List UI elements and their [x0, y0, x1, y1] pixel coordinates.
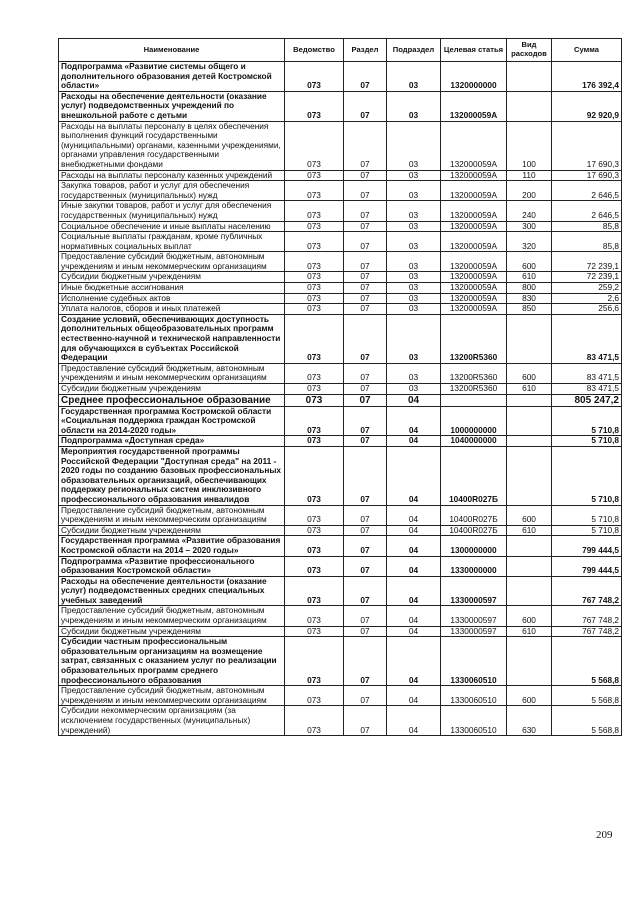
row-name: Субсидии бюджетным учреждениям — [59, 626, 285, 637]
row-target-article: 1040000000 — [441, 436, 507, 447]
row-department: 073 — [285, 556, 344, 576]
row-amount: 85,8 — [552, 221, 622, 232]
row-expense-type: 600 — [507, 252, 552, 272]
row-section: 07 — [344, 232, 387, 252]
row-expense-type — [507, 637, 552, 686]
row-subsection: 03 — [387, 170, 441, 181]
row-section: 07 — [344, 121, 387, 170]
row-department: 073 — [285, 252, 344, 272]
table-row — [59, 706, 622, 736]
row-name: Подпрограмма «Доступная среда» — [59, 436, 285, 447]
row-department: 073 — [285, 446, 344, 505]
table-body — [59, 62, 622, 736]
row-section: 07 — [344, 536, 387, 556]
row-amount: 5 710,8 — [552, 436, 622, 447]
row-name: Подпрограмма «Развитие профессионального образования Костромской области» — [59, 556, 285, 576]
page-number: 209 — [596, 829, 613, 841]
table-row — [59, 536, 622, 556]
row-section: 07 — [344, 201, 387, 221]
table-row — [59, 314, 622, 363]
row-expense-type — [507, 576, 552, 606]
row-subsection: 03 — [387, 121, 441, 170]
row-section: 07 — [344, 606, 387, 626]
row-target-article: 13200R5360 — [441, 363, 507, 383]
row-name: Социальные выплаты гражданам, кроме публичных нормативных социальных выплат — [59, 232, 285, 252]
row-name: Исполнение судебных актов — [59, 293, 285, 304]
row-name: Субсидии некоммерческим организациям (за исключением государственных (муниципальных) учреждений) — [59, 706, 285, 736]
table-row — [59, 406, 622, 436]
row-amount: 5 710,8 — [552, 505, 622, 525]
row-subsection: 04 — [387, 505, 441, 525]
row-target-article — [441, 394, 507, 406]
row-subsection: 04 — [387, 576, 441, 606]
row-target-article: 1330000597 — [441, 606, 507, 626]
row-section: 07 — [344, 394, 387, 406]
row-section: 07 — [344, 170, 387, 181]
table-row — [59, 293, 622, 304]
row-subsection: 03 — [387, 62, 441, 92]
row-department: 073 — [285, 272, 344, 283]
row-department: 073 — [285, 706, 344, 736]
row-target-article: 132000059A — [441, 283, 507, 294]
row-amount: 92 920,9 — [552, 91, 622, 121]
row-section: 07 — [344, 293, 387, 304]
row-section: 07 — [344, 576, 387, 606]
row-target-article: 132000059A — [441, 232, 507, 252]
row-department: 073 — [285, 406, 344, 436]
row-name: Социальное обеспечение и иные выплаты населению — [59, 221, 285, 232]
row-expense-type: 600 — [507, 505, 552, 525]
row-expense-type: 600 — [507, 686, 552, 706]
row-amount: 5 568,8 — [552, 686, 622, 706]
row-subsection: 03 — [387, 201, 441, 221]
header-expense-type: Вид расходов — [507, 39, 552, 62]
row-target-article: 132000059A — [441, 121, 507, 170]
row-name: Государственная программа «Развитие образования Костромской области на 2014 – 2020 годы» — [59, 536, 285, 556]
table-row — [59, 384, 622, 395]
table-row — [59, 252, 622, 272]
row-amount: 799 444,5 — [552, 536, 622, 556]
row-subsection: 04 — [387, 525, 441, 536]
row-name: Мероприятия государственной программы Российской Федерации "Доступная среда" на 2011 - 2020 годы по созданию базовых профессиональных образовательных организаций, обеспечивающих поддержку региональных систем инклюзивного профессионального образования инвалидов — [59, 446, 285, 505]
row-amount: 83 471,5 — [552, 314, 622, 363]
row-department: 073 — [285, 505, 344, 525]
row-expense-type — [507, 62, 552, 92]
row-expense-type: 200 — [507, 181, 552, 201]
row-amount: 805 247,2 — [552, 394, 622, 406]
row-expense-type — [507, 91, 552, 121]
row-expense-type: 610 — [507, 384, 552, 395]
row-target-article: 132000059A — [441, 170, 507, 181]
row-section: 07 — [344, 436, 387, 447]
row-expense-type — [507, 556, 552, 576]
row-department: 073 — [285, 384, 344, 395]
row-target-article: 1330000597 — [441, 576, 507, 606]
row-name: Уплата налогов, сборов и иных платежей — [59, 304, 285, 315]
row-name: Расходы на выплаты персоналу в целях обеспечения выполнения функций государственными (муниципальными) органами, казенными учреждениями, органами управления государственными внебюджетными фондами — [59, 121, 285, 170]
row-department: 073 — [285, 394, 344, 406]
row-section: 07 — [344, 272, 387, 283]
row-name: Предоставление субсидий бюджетным, автономным учреждениям и иным некоммерческим организациям — [59, 252, 285, 272]
row-name: Подпрограмма «Развитие системы общего и дополнительного образования детей Костромской области» — [59, 62, 285, 92]
row-expense-type: 100 — [507, 121, 552, 170]
row-section: 07 — [344, 283, 387, 294]
row-amount: 2,6 — [552, 293, 622, 304]
row-department: 073 — [285, 304, 344, 315]
table-row — [59, 394, 622, 406]
row-name: Расходы на обеспечение деятельности (оказание услуг) подведомственных учреждений по внешкольной работе с детьми — [59, 91, 285, 121]
row-department: 073 — [285, 536, 344, 556]
row-name: Предоставление субсидий бюджетным, автономным учреждениям и иным некоммерческим организациям — [59, 686, 285, 706]
table-row — [59, 232, 622, 252]
row-department: 073 — [285, 221, 344, 232]
row-department: 073 — [285, 283, 344, 294]
row-section: 07 — [344, 686, 387, 706]
row-amount: 767 748,2 — [552, 626, 622, 637]
row-target-article: 1330000000 — [441, 556, 507, 576]
table-row — [59, 121, 622, 170]
row-target-article: 132000059A — [441, 201, 507, 221]
row-department: 073 — [285, 686, 344, 706]
row-expense-type: 610 — [507, 626, 552, 637]
row-department: 073 — [285, 232, 344, 252]
row-section: 07 — [344, 406, 387, 436]
row-amount: 5 568,8 — [552, 637, 622, 686]
row-section: 07 — [344, 314, 387, 363]
row-target-article: 13200R5360 — [441, 314, 507, 363]
row-section: 07 — [344, 637, 387, 686]
row-target-article: 132000059A — [441, 91, 507, 121]
header-amount: Сумма — [552, 39, 622, 62]
row-amount: 85,8 — [552, 232, 622, 252]
row-subsection: 03 — [387, 252, 441, 272]
row-expense-type — [507, 394, 552, 406]
table-row — [59, 201, 622, 221]
row-target-article: 1330000597 — [441, 626, 507, 637]
row-name: Предоставление субсидий бюджетным, автономным учреждениям и иным некоммерческим организациям — [59, 363, 285, 383]
row-section: 07 — [344, 181, 387, 201]
row-expense-type: 600 — [507, 363, 552, 383]
row-name: Расходы на выплаты персоналу казенных учреждений — [59, 170, 285, 181]
row-department: 073 — [285, 62, 344, 92]
row-target-article: 1330060510 — [441, 706, 507, 736]
table-row — [59, 446, 622, 505]
row-section: 07 — [344, 626, 387, 637]
table-row — [59, 304, 622, 315]
row-amount: 5 710,8 — [552, 406, 622, 436]
row-subsection: 03 — [387, 272, 441, 283]
table-row — [59, 170, 622, 181]
row-expense-type: 110 — [507, 170, 552, 181]
row-target-article: 1300000000 — [441, 536, 507, 556]
row-department: 073 — [285, 314, 344, 363]
row-amount: 5 568,8 — [552, 706, 622, 736]
row-expense-type: 850 — [507, 304, 552, 315]
table-row — [59, 91, 622, 121]
row-department: 073 — [285, 606, 344, 626]
row-subsection: 04 — [387, 536, 441, 556]
row-name: Субсидии бюджетным учреждениям — [59, 272, 285, 283]
row-name: Среднее профессиональное образование — [59, 394, 285, 406]
row-expense-type: 800 — [507, 283, 552, 294]
table-row — [59, 181, 622, 201]
table-row — [59, 606, 622, 626]
row-name: Создание условий, обеспечивающих доступность дополнительных общеобразовательных программ естественно-научной и технической направленности для обучающихся в субъектах Российской Федерации — [59, 314, 285, 363]
header-department: Ведомство — [285, 39, 344, 62]
table-row — [59, 525, 622, 536]
row-department: 073 — [285, 626, 344, 637]
row-subsection: 04 — [387, 606, 441, 626]
row-expense-type — [507, 436, 552, 447]
row-section: 07 — [344, 384, 387, 395]
header-row — [59, 39, 622, 62]
row-target-article: 132000059A — [441, 181, 507, 201]
row-name: Государственная программа Костромской области «Социальная поддержка граждан Костромской области на 2014-2020 годы» — [59, 406, 285, 436]
row-target-article: 1330060510 — [441, 637, 507, 686]
row-name: Предоставление субсидий бюджетным, автономным учреждениям и иным некоммерческим организациям — [59, 606, 285, 626]
row-target-article: 132000059A — [441, 221, 507, 232]
row-section: 07 — [344, 446, 387, 505]
row-amount: 176 392,4 — [552, 62, 622, 92]
row-name: Субсидии бюджетным учреждениям — [59, 525, 285, 536]
row-expense-type: 320 — [507, 232, 552, 252]
row-department: 073 — [285, 576, 344, 606]
row-expense-type: 630 — [507, 706, 552, 736]
row-department: 073 — [285, 436, 344, 447]
row-amount: 799 444,5 — [552, 556, 622, 576]
row-amount: 2 646,5 — [552, 201, 622, 221]
row-section: 07 — [344, 91, 387, 121]
row-amount: 72 239,1 — [552, 252, 622, 272]
row-target-article: 132000059A — [441, 304, 507, 315]
row-subsection: 04 — [387, 637, 441, 686]
row-amount: 5 710,8 — [552, 525, 622, 536]
row-department: 073 — [285, 293, 344, 304]
row-subsection: 03 — [387, 314, 441, 363]
row-subsection: 04 — [387, 706, 441, 736]
row-subsection: 03 — [387, 232, 441, 252]
row-department: 073 — [285, 201, 344, 221]
row-expense-type — [507, 314, 552, 363]
row-name: Иные бюджетные ассигнования — [59, 283, 285, 294]
row-target-article: 1000000000 — [441, 406, 507, 436]
row-subsection: 03 — [387, 293, 441, 304]
row-amount: 83 471,5 — [552, 363, 622, 383]
row-subsection: 04 — [387, 406, 441, 436]
table-row — [59, 272, 622, 283]
row-expense-type: 610 — [507, 272, 552, 283]
row-subsection: 03 — [387, 221, 441, 232]
row-target-article: 10400R027Б — [441, 505, 507, 525]
row-amount: 83 471,5 — [552, 384, 622, 395]
row-department: 073 — [285, 637, 344, 686]
header-subsection: Подраздел — [387, 39, 441, 62]
row-target-article: 13200R5360 — [441, 384, 507, 395]
row-amount: 256,6 — [552, 304, 622, 315]
row-expense-type: 240 — [507, 201, 552, 221]
row-subsection: 03 — [387, 283, 441, 294]
row-expense-type: 600 — [507, 606, 552, 626]
table-row — [59, 363, 622, 383]
row-name: Расходы на обеспечение деятельности (оказание услуг) подведомственных средних специальных учебных заведений — [59, 576, 285, 606]
row-amount: 767 748,2 — [552, 606, 622, 626]
row-expense-type — [507, 446, 552, 505]
header-section: Раздел — [344, 39, 387, 62]
row-target-article: 132000059A — [441, 293, 507, 304]
row-section: 07 — [344, 221, 387, 232]
row-name: Иные закупки товаров, работ и услуг для обеспечения государственных (муниципальных) нужд — [59, 201, 285, 221]
row-subsection: 03 — [387, 384, 441, 395]
row-expense-type: 300 — [507, 221, 552, 232]
row-subsection: 04 — [387, 446, 441, 505]
row-target-article: 1330060510 — [441, 686, 507, 706]
row-expense-type: 610 — [507, 525, 552, 536]
row-amount: 259,2 — [552, 283, 622, 294]
budget-table — [58, 38, 622, 736]
row-department: 073 — [285, 181, 344, 201]
row-department: 073 — [285, 363, 344, 383]
row-subsection: 04 — [387, 556, 441, 576]
table-row — [59, 436, 622, 447]
row-subsection: 04 — [387, 686, 441, 706]
row-target-article: 132000059A — [441, 272, 507, 283]
table-row — [59, 556, 622, 576]
row-section: 07 — [344, 556, 387, 576]
row-name: Субсидии бюджетным учреждениям — [59, 384, 285, 395]
row-amount: 2 646,5 — [552, 181, 622, 201]
row-amount: 5 710,8 — [552, 446, 622, 505]
row-target-article: 10400R027Б — [441, 446, 507, 505]
row-section: 07 — [344, 363, 387, 383]
row-section: 07 — [344, 304, 387, 315]
row-subsection: 04 — [387, 626, 441, 637]
row-section: 07 — [344, 525, 387, 536]
header-target-article: Целевая статья — [441, 39, 507, 62]
table-row — [59, 62, 622, 92]
row-amount: 72 239,1 — [552, 272, 622, 283]
row-expense-type — [507, 406, 552, 436]
row-name: Закупка товаров, работ и услуг для обеспечения государственных (муниципальных) нужд — [59, 181, 285, 201]
row-section: 07 — [344, 62, 387, 92]
row-section: 07 — [344, 505, 387, 525]
table-row — [59, 505, 622, 525]
table-row — [59, 221, 622, 232]
row-subsection: 03 — [387, 181, 441, 201]
header-name: Наименование — [59, 39, 285, 62]
table-row — [59, 637, 622, 686]
row-amount: 17 690,3 — [552, 121, 622, 170]
row-department: 073 — [285, 91, 344, 121]
row-section: 07 — [344, 252, 387, 272]
row-target-article: 10400R027Б — [441, 525, 507, 536]
row-subsection: 04 — [387, 394, 441, 406]
row-subsection: 03 — [387, 363, 441, 383]
row-subsection: 04 — [387, 436, 441, 447]
row-department: 073 — [285, 525, 344, 536]
row-target-article: 1320000000 — [441, 62, 507, 92]
row-target-article: 132000059A — [441, 252, 507, 272]
row-name: Предоставление субсидий бюджетным, автономным учреждениям и иным некоммерческим организациям — [59, 505, 285, 525]
row-name: Субсидии частным профессиональным образовательным организациям на возмещение затрат, связанных с оказанием услуг по реализации образовательных программ среднего профессионального образования — [59, 637, 285, 686]
table-row — [59, 576, 622, 606]
row-subsection: 03 — [387, 91, 441, 121]
row-department: 073 — [285, 170, 344, 181]
row-amount: 767 748,2 — [552, 576, 622, 606]
table-row — [59, 686, 622, 706]
row-expense-type: 830 — [507, 293, 552, 304]
row-subsection: 03 — [387, 304, 441, 315]
row-department: 073 — [285, 121, 344, 170]
table-row — [59, 283, 622, 294]
row-amount: 17 690,3 — [552, 170, 622, 181]
table-row — [59, 626, 622, 637]
row-section: 07 — [344, 706, 387, 736]
row-expense-type — [507, 536, 552, 556]
